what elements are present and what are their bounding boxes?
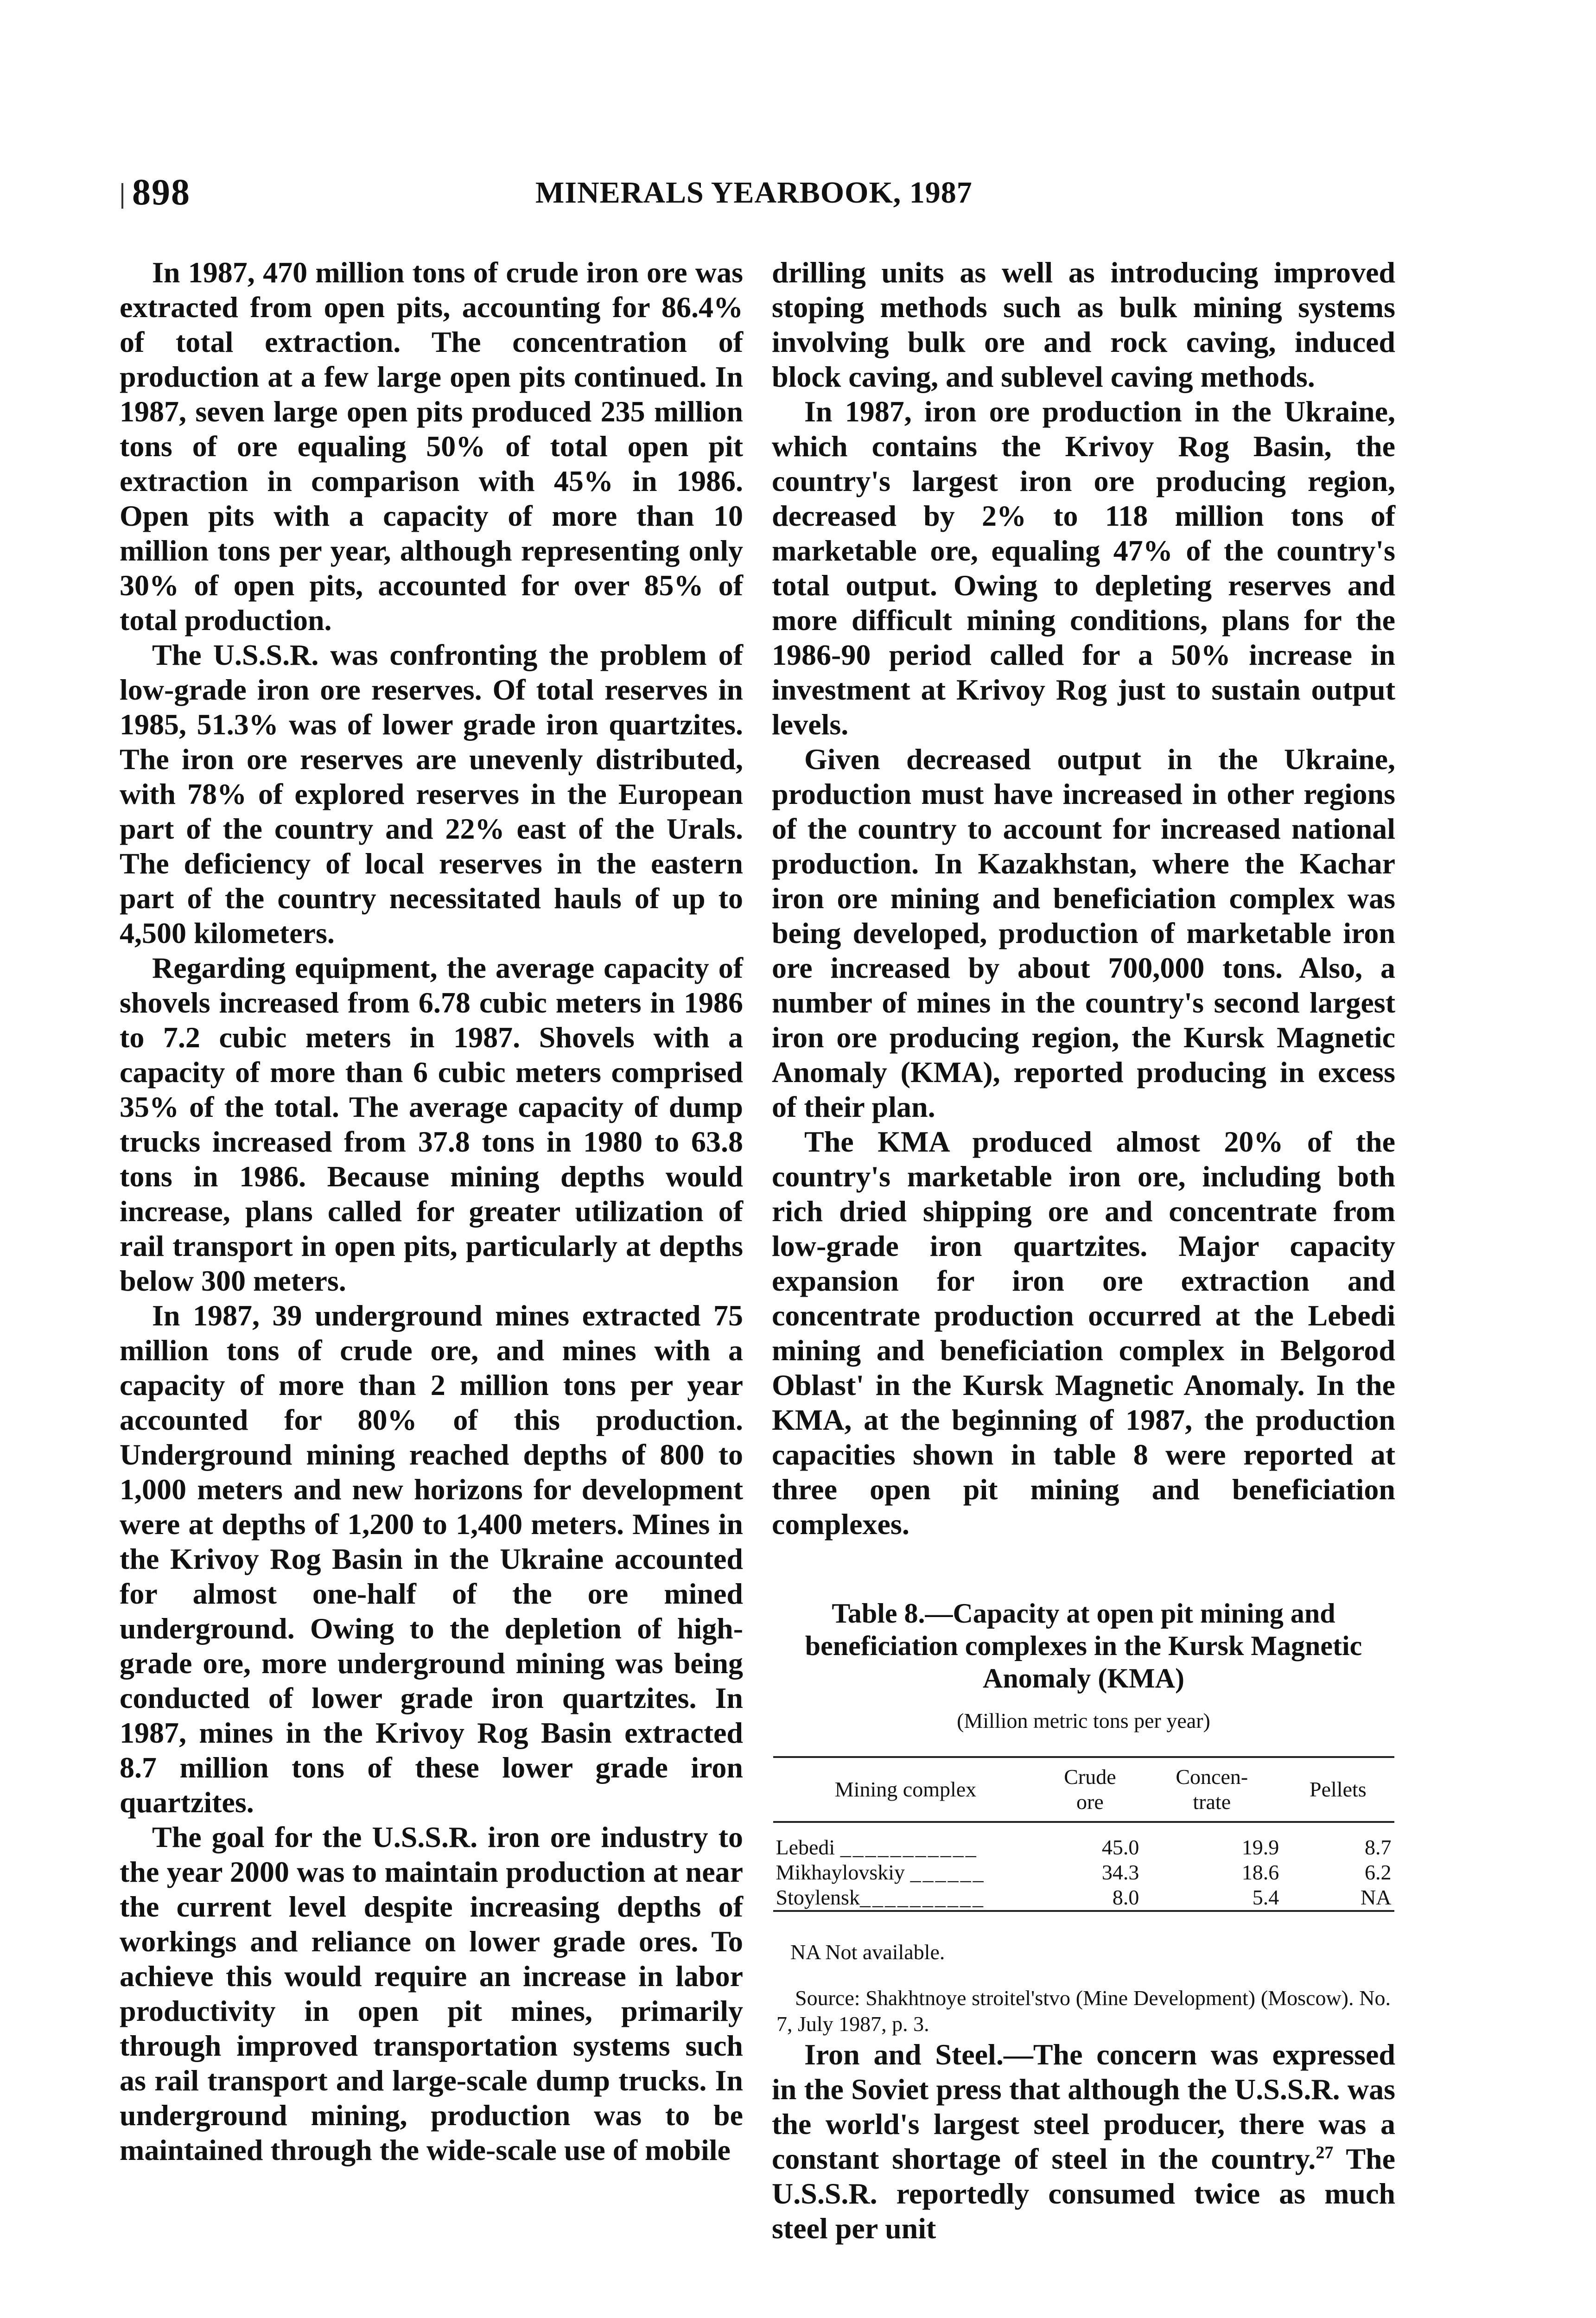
paragraph: The U.S.S.R. was confronting the problem of low-grade iron ore reserves. Of total reserves in 1985, 51.3% was of lower grade iron quartzites. The iron ore reserves are unevenly distributed, with 78% of explored reserves in the European part of the country and 22% east of the Urals. The deficiency of local reserves in the eastern part of the country necessitated hauls of up to 4,500 kilometers. (120, 638, 743, 949)
complex-name: Mikhaylovskiy ______ (776, 1860, 986, 1884)
table-header-row (773, 1757, 1394, 1822)
table-row (773, 1822, 1394, 1860)
crude-value: 45.0 (1101, 1835, 1139, 1859)
pellets-value: 8.7 (1365, 1835, 1392, 1859)
col-header-pellets: Pellets (1282, 1757, 1394, 1822)
pellets-value: 6.2 (1365, 1860, 1392, 1884)
col-header-complex: Mining complex (773, 1757, 1038, 1822)
running-title: MINERALS YEARBOOK, 1987 (535, 176, 973, 210)
paragraph: Given decreased output in the Ukraine, production must have increased in other regions of the country to account for increased national production. In Kazakhstan, where the Kachar iron ore mining and beneficiation complex was being developed, production of marketable iron ore increased by about 700,000 tons. Also, a number of mines in the country's second largest iron ore producing region, the Kursk Magnetic Anomaly (KMA), reported producing in excess of their plan. (772, 743, 1395, 1123)
paragraph: In 1987, 39 underground mines extracted 75 million tons of crude ore, and mines with a capacity of more than 2 million tons per year accounted for 80% of this production. Underground mining reached depths of 800 to 1,000 meters and new horizons for development were at depths of 1,200 to 1,400 meters. Mines in the Krivoy Rog Basin in the Ukraine accounted for almost one-half of the ore mined underground. Owing to the depletion of high-grade ore, more underground mining was being conducted of lower grade iron quartzites. In 1987, mines in the Krivoy Rog Basin extracted 8.7 million tons of these lower grade iron quartzites. (120, 1299, 743, 1819)
concentrate-value: 19.9 (1241, 1835, 1279, 1859)
concentrate-value: 5.4 (1252, 1885, 1279, 1909)
col-header-crude: Crude ore (1038, 1757, 1142, 1822)
table-8 (772, 1597, 1395, 2037)
paragraph: The KMA produced almost 20% of the country's marketable iron ore, including both rich dried shipping ore and concentrate from low-grade iron quartzites. Major capacity expansion for iron ore extraction and concentrate production occurred at the Lebedi mining and beneficiation complex in Belgorod Oblast' in the Kursk Magnetic Anomaly. In the KMA, at the beginning of 1987, the production capacities shown in table 8 were reported at three open pit mining and beneficiation complexes. (772, 1125, 1395, 1541)
concentrate-value: 18.6 (1241, 1860, 1279, 1884)
complex-name: Stoylensk__________ (776, 1885, 985, 1909)
paragraph: drilling units as well as introducing improved stoping methods such as bulk mining systems involving bulk ore and rock caving, induced block caving, and sublevel caving methods. (772, 256, 1395, 393)
table-row (773, 1885, 1394, 1911)
table-source: Source: Shakhtnoye stroitel'stvo (Mine Development) (Moscow). No. 7, July 1987, p. 3. (776, 1986, 1391, 2036)
paragraph: In 1987, iron ore production in the Ukraine, which contains the Krivoy Rog Basin, the country's largest iron ore producing region, decreased by 2% to 118 million tons of marketable ore, equaling 47% of the country's total output. Owing to depleting reserves and more difficult mining conditions, plans for the 1986-90 period called for a 50% increase in investment at Krivoy Rog just to sustain output levels. (772, 395, 1395, 741)
complex-name: Lebedi ___________ (776, 1835, 978, 1859)
paragraph: The goal for the U.S.S.R. iron ore industry to the year 2000 was to maintain production at near the current level despite increasing depths of workings and reliance on lower grade ores. To achieve this would require an increase in labor productivity in open pit mines, primarily through improved transportation systems such as rail transport and large-scale dump trucks. In underground mining, production was to be maintained through the wide-scale use of mobile (120, 1821, 743, 2166)
capacity-table (773, 1756, 1394, 1921)
paragraph: In 1987, 470 million tons of crude iron ore was extracted from open pits, accounting for 86.4% of total extraction. The concentration of production at a few large open pits continued. In 1987, seven large open pits produced 235 million tons of ore equaling 50% of total open pit extraction in comparison with 45% in 1986. Open pits with a capacity of more than 10 million tons per year, although representing only 30% of open pits, accounted for over 85% of total production. (120, 256, 743, 637)
pellets-value: NA (1361, 1885, 1392, 1909)
crude-value: 34.3 (1101, 1860, 1139, 1884)
page-number: 898 (132, 172, 191, 213)
table-note: NA Not available. (790, 1940, 945, 1964)
paragraph: Regarding equipment, the average capacity of shovels increased from 6.78 cubic meters in 1986 to 7.2 cubic meters in 1987. Shovels with a capacity of more than 6 cubic meters comprised 35% of the total. The average capacity of dump trucks increased from 37.8 tons in 1980 to 63.8 tons in 1986. Because mining depths would increase, plans called for greater utilization of rail transport in open pits, particularly at depths below 300 meters. (120, 951, 743, 1297)
iron-steel-paragraph: Iron and Steel.—The concern was expressed in the Soviet press that although the U.S.S.R. was the world's largest steel producer, there was a constant shortage of steel in the country.$^{27}$ The U.S.S.R. reportedly consumed twice as much steel per unit (772, 2038, 1396, 2245)
right-column (772, 255, 1395, 2246)
page-header (0, 172, 1596, 223)
left-column (120, 255, 743, 2167)
table-bottom-rule (773, 1911, 1394, 1921)
col-header-concentrate: Concen- trate (1142, 1757, 1282, 1822)
table-units: (Million metric tons per year) (957, 1709, 1210, 1732)
crude-value: 8.0 (1112, 1885, 1139, 1909)
footnote-reference: 27 (1316, 2143, 1334, 2163)
table-title: Table 8.—Capacity at open pit mining and beneficiation complexes in the Kursk Magnetic Anomaly (KMA) (805, 1598, 1362, 1694)
section-heading: Iron and Steel. (804, 2038, 1004, 2071)
table-row (773, 1860, 1394, 1885)
